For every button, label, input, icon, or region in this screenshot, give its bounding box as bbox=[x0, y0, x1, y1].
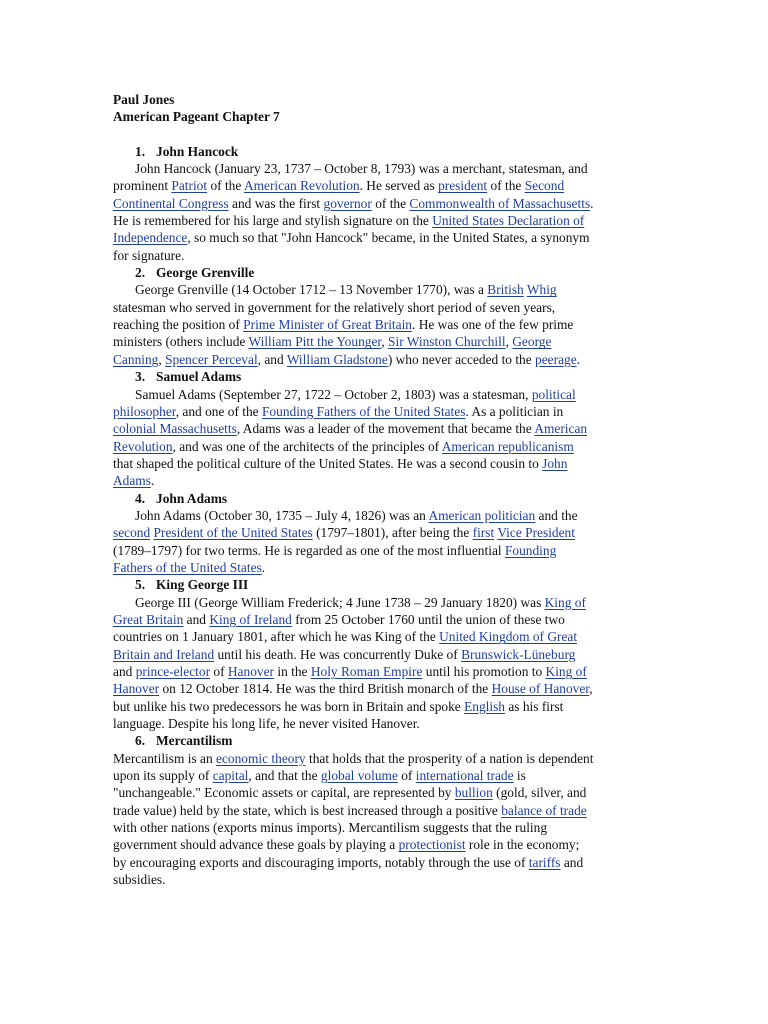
text-run: government should advance these goals by playing a bbox=[113, 837, 399, 853]
hyperlink[interactable]: Patriot bbox=[171, 178, 208, 194]
paragraph-line bbox=[113, 524, 658, 541]
paragraph-line bbox=[113, 472, 658, 489]
hyperlink[interactable]: Canning bbox=[113, 351, 159, 367]
hyperlink[interactable]: tariffs bbox=[528, 854, 561, 870]
hyperlink[interactable]: Independence bbox=[113, 230, 188, 246]
text-run: that shaped the political culture of the United States. He was a second cousin to bbox=[113, 455, 543, 471]
section bbox=[113, 264, 658, 368]
text-run: (gold, silver, and bbox=[492, 785, 587, 801]
blank-line bbox=[113, 126, 658, 143]
paragraph-line bbox=[113, 542, 658, 559]
hyperlink[interactable]: Brunswick-Lüneburg bbox=[461, 646, 576, 662]
text-run: , and was one of the architects of the principles of bbox=[172, 438, 442, 454]
paragraph-line bbox=[113, 316, 658, 333]
section bbox=[113, 576, 658, 732]
hyperlink[interactable]: capital bbox=[212, 768, 249, 784]
section-title: King George III bbox=[156, 577, 249, 593]
section bbox=[113, 143, 658, 264]
hyperlink[interactable]: Prime Minister of Great Britain bbox=[243, 317, 412, 333]
hyperlink[interactable]: global volume bbox=[320, 768, 398, 784]
paragraph-line bbox=[113, 281, 658, 298]
section-title: George Grenville bbox=[156, 265, 255, 281]
text-run: . bbox=[150, 473, 155, 489]
hyperlink[interactable]: governor bbox=[323, 195, 372, 211]
text-run: Mercantilism is an bbox=[113, 750, 217, 766]
text-run: , and bbox=[257, 351, 287, 367]
hyperlink[interactable]: Adams bbox=[113, 473, 151, 489]
hyperlink[interactable]: King of bbox=[544, 594, 586, 610]
paragraph-line bbox=[113, 802, 658, 819]
section-title: John Adams bbox=[156, 490, 228, 506]
text-run: upon its supply of bbox=[113, 768, 213, 784]
hyperlink[interactable]: George bbox=[512, 334, 552, 350]
hyperlink[interactable]: American Revolution bbox=[243, 178, 360, 194]
hyperlink[interactable]: Sir Winston Churchill bbox=[388, 334, 506, 350]
text-run: , and one of the bbox=[175, 403, 262, 419]
text-run: of the bbox=[371, 195, 410, 211]
hyperlink[interactable]: Second bbox=[524, 178, 565, 194]
hyperlink[interactable]: Holy Roman Empire bbox=[310, 664, 423, 679]
document-title: American Pageant Chapter 7 bbox=[113, 109, 280, 125]
hyperlink[interactable]: balance of trade bbox=[501, 802, 587, 818]
section bbox=[113, 732, 658, 888]
paragraph-line bbox=[113, 680, 658, 697]
paragraph-line bbox=[113, 229, 658, 246]
section-number: 5. bbox=[135, 577, 146, 593]
text-run: "unchangeable." Economic assets or capital, are represented by bbox=[113, 785, 455, 801]
hyperlink[interactable]: American politician bbox=[428, 507, 536, 523]
hyperlink[interactable]: protectionist bbox=[398, 837, 466, 853]
sections-container bbox=[113, 143, 658, 889]
text-run: of the bbox=[207, 178, 244, 194]
paragraph-line bbox=[113, 403, 658, 420]
section-number: 3. bbox=[135, 369, 146, 385]
text-run: in the bbox=[274, 664, 311, 679]
hyperlink[interactable]: international trade bbox=[415, 768, 514, 784]
section bbox=[113, 368, 658, 489]
paragraph-line bbox=[113, 836, 658, 853]
hyperlink[interactable]: second bbox=[113, 525, 151, 541]
text-run: , and that the bbox=[248, 768, 321, 784]
paragraph-line bbox=[113, 438, 658, 455]
section-title: John Hancock bbox=[156, 143, 239, 159]
hyperlink[interactable]: Britain and Ireland bbox=[113, 646, 215, 662]
hyperlink[interactable]: King of Ireland bbox=[209, 611, 292, 627]
section-title: Samuel Adams bbox=[156, 369, 242, 385]
hyperlink[interactable]: British bbox=[487, 282, 524, 298]
text-run: , bbox=[158, 351, 166, 367]
section-heading bbox=[113, 264, 658, 281]
text-run: , Adams was a leader of the movement that became the bbox=[236, 421, 535, 437]
hyperlink[interactable]: political bbox=[531, 386, 576, 402]
hyperlink[interactable]: United States Declaration of bbox=[432, 213, 585, 229]
text-run: statesman who served in government for the relatively short period of seven years, bbox=[113, 299, 556, 315]
hyperlink[interactable]: Founding Fathers of the United States bbox=[261, 403, 466, 419]
hyperlink[interactable]: philosopher bbox=[113, 403, 176, 419]
section-heading bbox=[113, 368, 658, 385]
paragraph-line bbox=[113, 715, 658, 732]
text-run: until his death. He was concurrently Duke of bbox=[214, 646, 462, 662]
text-run: prominent bbox=[113, 178, 172, 194]
hyperlink[interactable]: United Kingdom of Great bbox=[439, 629, 578, 645]
text-run: ministers (others include bbox=[113, 334, 249, 350]
text-run: as his first bbox=[505, 698, 564, 714]
paragraph-line bbox=[113, 212, 658, 229]
paragraph-line bbox=[113, 559, 658, 576]
text-run: until his promotion to bbox=[422, 664, 546, 679]
paragraph-line bbox=[113, 698, 658, 715]
text-run: language. Despite his long life, he never visited Hanover. bbox=[113, 716, 420, 732]
paragraph-line bbox=[113, 333, 658, 350]
hyperlink[interactable]: Revolution bbox=[113, 438, 173, 454]
text-run: John Hancock (January 23, 1737 – October 8, 1793) was a merchant, statesman, and bbox=[135, 161, 588, 177]
hyperlink[interactable]: Hanover bbox=[227, 664, 274, 679]
section-number: 4. bbox=[135, 490, 146, 506]
text-run: is bbox=[513, 768, 526, 784]
text-run: for signature. bbox=[113, 247, 185, 263]
paragraph-line bbox=[113, 663, 658, 680]
text-run: George Grenville (14 October 1712 – 13 November 1770), was a bbox=[135, 282, 488, 298]
hyperlink[interactable]: Fathers of the United States bbox=[113, 559, 262, 575]
section-heading bbox=[113, 143, 658, 160]
text-run: (1797–1801), after being the bbox=[312, 525, 473, 541]
hyperlink[interactable]: John bbox=[542, 455, 568, 471]
text-run: . bbox=[261, 559, 266, 575]
section bbox=[113, 490, 658, 577]
section-heading bbox=[113, 732, 658, 749]
text-run: role in the economy; bbox=[465, 837, 580, 853]
text-run: George III (George William Frederick; 4 June 1738 – 29 January 1820) was bbox=[135, 594, 545, 610]
paragraph-line bbox=[113, 750, 658, 767]
text-run: of bbox=[210, 664, 228, 679]
hyperlink[interactable]: prince-elector bbox=[135, 664, 211, 679]
section-number: 2. bbox=[135, 265, 146, 281]
text-run: by encouraging exports and discouraging imports, notably through the use of bbox=[113, 854, 529, 870]
text-run: and bbox=[183, 611, 210, 627]
text-run: and was the first bbox=[228, 195, 324, 211]
hyperlink[interactable]: Vice President bbox=[497, 525, 575, 541]
paragraph-line bbox=[113, 420, 658, 437]
text-run: . He was one of the few prime bbox=[412, 317, 574, 333]
hyperlink[interactable]: president bbox=[438, 178, 488, 194]
text-run: countries on 1 January 1801, after which he was King of the bbox=[113, 629, 440, 645]
section-number: 6. bbox=[135, 733, 146, 749]
section-heading bbox=[113, 490, 658, 507]
hyperlink[interactable]: colonial Massachusetts bbox=[113, 421, 237, 437]
text-run: . As a politician in bbox=[465, 403, 564, 419]
hyperlink[interactable]: William Gladstone bbox=[286, 351, 388, 367]
paragraph-line bbox=[113, 594, 658, 611]
text-run: ) who never acceded to the bbox=[387, 351, 536, 367]
author-name: Paul Jones bbox=[113, 92, 175, 107]
text-run: , bbox=[381, 334, 389, 350]
hyperlink[interactable]: Founding bbox=[504, 542, 557, 558]
text-run: subsidies. bbox=[113, 872, 166, 888]
hyperlink[interactable]: American republicanism bbox=[441, 438, 574, 454]
paragraph-line bbox=[113, 871, 658, 888]
paragraph-line bbox=[113, 784, 658, 801]
paragraph-line bbox=[113, 646, 658, 663]
text-run: that holds that the prosperity of a nation is dependent bbox=[305, 750, 594, 766]
document-page bbox=[113, 91, 658, 888]
paragraph-line bbox=[113, 854, 658, 871]
hyperlink[interactable]: peerage bbox=[535, 351, 577, 367]
hyperlink[interactable]: President of the United States bbox=[153, 525, 313, 541]
paragraph-line bbox=[113, 507, 658, 524]
text-run: He is remembered for his large and stylish signature on the bbox=[113, 213, 433, 229]
hyperlink[interactable]: American bbox=[534, 421, 588, 437]
text-run: and bbox=[560, 854, 584, 870]
paragraph-line bbox=[113, 611, 658, 628]
text-run: . bbox=[576, 351, 581, 367]
hyperlink[interactable]: English bbox=[464, 698, 505, 714]
section-number: 1. bbox=[135, 143, 146, 159]
hyperlink[interactable]: Continental Congress bbox=[113, 195, 229, 211]
hyperlink[interactable]: William Pitt the Younger bbox=[248, 334, 382, 350]
paragraph-line bbox=[113, 177, 658, 194]
hyperlink[interactable]: economic theory bbox=[216, 750, 306, 766]
paragraph-line bbox=[113, 351, 658, 368]
text-run: trade value) held by the state, which is best increased through a positive bbox=[113, 802, 502, 818]
paragraph-line bbox=[113, 160, 658, 177]
hyperlink[interactable]: Great Britain bbox=[113, 611, 184, 627]
hyperlink[interactable]: first bbox=[472, 525, 495, 541]
text-run: . He served as bbox=[359, 178, 439, 194]
text-run: and the bbox=[535, 507, 578, 523]
paragraph-line bbox=[113, 819, 658, 836]
hyperlink[interactable]: Spencer Perceval bbox=[165, 351, 258, 367]
text-run: of bbox=[397, 768, 416, 784]
paragraph-line bbox=[113, 247, 658, 264]
hyperlink[interactable]: Hanover bbox=[113, 681, 160, 697]
hyperlink[interactable]: bullion bbox=[454, 785, 493, 801]
text-run: of the bbox=[487, 178, 525, 194]
text-run: , so much so that "John Hancock" became, in the United States, a synonym bbox=[187, 230, 590, 246]
hyperlink[interactable]: Commonwealth of Massachusetts bbox=[409, 195, 591, 211]
paragraph-line bbox=[113, 455, 658, 472]
text-run: on 12 October 1814. He was the third British monarch of the bbox=[159, 681, 492, 697]
section-title: Mercantilism bbox=[156, 733, 233, 749]
text-run: (1789–1797) for two terms. He is regarded as one of the most influential bbox=[113, 542, 505, 558]
text-run: John Adams (October 30, 1735 – July 4, 1826) was an bbox=[135, 507, 429, 523]
paragraph-line bbox=[113, 299, 658, 316]
text-run: , bbox=[589, 681, 593, 697]
paragraph-line bbox=[113, 195, 658, 212]
section-heading bbox=[113, 576, 658, 593]
text-run: and bbox=[113, 664, 136, 679]
text-run: with other nations (exports minus imports). Mercantilism suggests that the ruling bbox=[113, 820, 548, 836]
text-run: . bbox=[590, 195, 594, 211]
hyperlink[interactable]: King of bbox=[545, 664, 587, 679]
paragraph-line bbox=[113, 386, 658, 403]
hyperlink[interactable]: House of Hanover bbox=[491, 681, 590, 697]
text-run: but unlike his two predecessors he was born in Britain and spoke bbox=[113, 698, 465, 714]
paragraph-line bbox=[113, 628, 658, 645]
text-run: reaching the position of bbox=[113, 317, 244, 333]
text-run: , bbox=[505, 334, 513, 350]
paragraph-line bbox=[113, 767, 658, 784]
text-run: Samuel Adams (September 27, 1722 – October 2, 1803) was a statesman, bbox=[135, 386, 532, 402]
hyperlink[interactable]: Whig bbox=[526, 282, 557, 298]
text-run: from 25 October 1760 until the union of these two bbox=[291, 611, 565, 627]
